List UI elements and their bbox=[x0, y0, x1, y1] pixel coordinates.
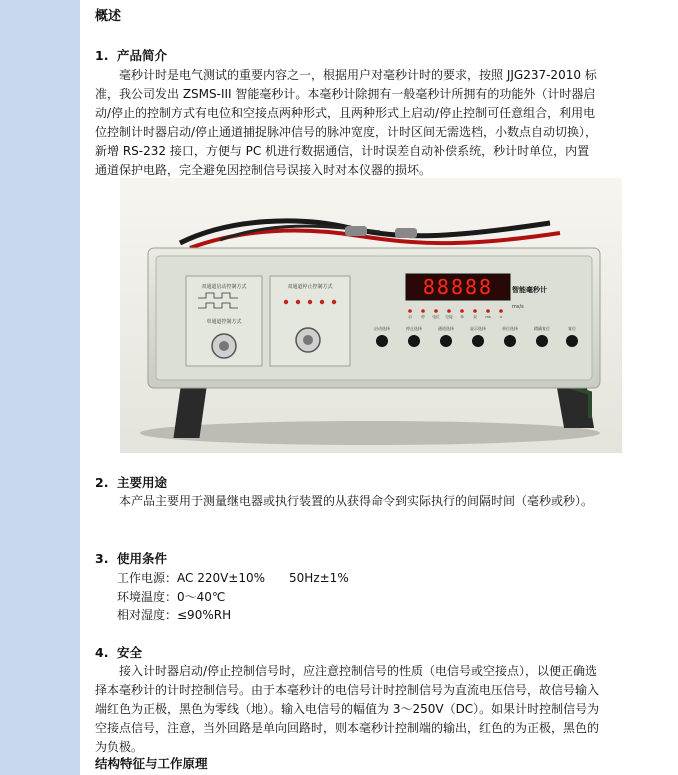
condition-humidity: 相对湿度：≤90%RH bbox=[117, 608, 232, 622]
svg-text:ms: ms bbox=[485, 315, 491, 319]
condition-power: 工作电源：AC 220V±10% 50Hz±1% bbox=[117, 571, 349, 585]
svg-text:空接: 空接 bbox=[445, 315, 453, 319]
precise-reset-button[interactable] bbox=[536, 335, 548, 347]
section-1-body: 毫秒计时是电气测试的重要内容之一，根据用户对毫秒计时的要求，按照 JJG237-2010 标准，我公司发出 ZSMS-III 智能毫秒计。本毫秒计除拥有一般毫秒计所拥有的功能外（计时器启动/停止的控制方式有电位和空接点两种形式，且两种形式上启动/停止控制可任意组合，利用电位控制计时器启动/停止通道捕捉脉冲信号的脉冲宽度，计时区间无需选档，小数点自动切换），新增 RS-232 接口，方便与 PC 机进行数据通信，计时误差自动补偿系统，秒计时单位，内置通道保护电路，完全避免因控制信号误接入时对本仪器的损坏。 bbox=[95, 68, 598, 177]
button-label: 复位 bbox=[568, 326, 576, 331]
button-label: 精确复位 bbox=[534, 326, 550, 331]
channel-select-button[interactable] bbox=[440, 335, 452, 347]
page-title: 概述 bbox=[95, 9, 122, 24]
button-label: 显示选择 bbox=[470, 326, 486, 331]
bnc-connector-icon bbox=[395, 228, 417, 238]
section-2-body: 本产品主要用于测量继电器或执行装置的从获得命令到实际执行的间隔时间（毫秒或秒）。 bbox=[119, 494, 594, 508]
section-title: 安全 bbox=[117, 645, 143, 660]
svg-text:双: 双 bbox=[473, 315, 477, 319]
left-margin-band bbox=[0, 0, 80, 775]
section-3-heading bbox=[95, 550, 167, 568]
stop-select-button[interactable] bbox=[408, 335, 420, 347]
start-panel-label: 双通道启动控制方式 bbox=[201, 284, 247, 290]
button-label: 通道选择 bbox=[438, 326, 454, 331]
svg-text:单: 单 bbox=[460, 315, 464, 319]
svg-text:停: 停 bbox=[421, 315, 425, 319]
svg-text:启: 启 bbox=[408, 315, 412, 319]
section-2-heading bbox=[95, 474, 167, 492]
button-label: 启动选择 bbox=[374, 326, 390, 331]
section-number: 4. bbox=[95, 645, 109, 660]
reset-button[interactable] bbox=[566, 335, 578, 347]
button-label: 单位选择 bbox=[502, 326, 518, 331]
display-select-button[interactable] bbox=[472, 335, 484, 347]
structure-heading: 结构特征与工作原理 bbox=[95, 756, 208, 771]
condition-temperature: 环境温度：0～40℃ bbox=[117, 590, 226, 604]
unit-select-button[interactable] bbox=[504, 335, 516, 347]
section-4-heading bbox=[95, 644, 142, 662]
section-number: 2. bbox=[95, 475, 109, 490]
section-title: 使用条件 bbox=[117, 551, 168, 566]
start-panel-sub-label: 单通道控制方式 bbox=[206, 319, 242, 325]
section-4-body: 接入计时器启动/停止控制信号时，应注意控制信号的性质（电信号或空接点），以便正确选择本毫秒计的计时控制信号。由于本毫秒计的电信号计时控制信号为直流电压信号，故信号输入端红色为正极，黑色为零线（地）。输入电信号的幅值为 3～250V（DC）。如果计时控制信号为空接点信号，注意，当外回路是单向回路时，则本毫秒计控制端的输出，红色的为正极，黑色的为负极。 bbox=[95, 664, 600, 754]
svg-text:电位: 电位 bbox=[432, 315, 440, 319]
section-number: 1. bbox=[95, 48, 109, 63]
brand-label: 智能毫秒计 bbox=[512, 286, 547, 294]
section-title: 主要用途 bbox=[117, 475, 168, 490]
section-number: 3. bbox=[95, 551, 109, 566]
bnc-connector-icon bbox=[345, 226, 367, 236]
svg-text:s: s bbox=[500, 315, 502, 319]
start-select-button[interactable] bbox=[376, 335, 388, 347]
stop-panel-label: 双通道停止控制方式 bbox=[287, 284, 333, 290]
unit-label: ms/s bbox=[512, 304, 524, 310]
button-label: 停止选择 bbox=[406, 326, 422, 331]
product-photo bbox=[120, 178, 622, 453]
section-title: 产品简介 bbox=[117, 48, 168, 63]
section-1-heading bbox=[95, 47, 167, 65]
display-digits: 88888 bbox=[422, 275, 494, 299]
